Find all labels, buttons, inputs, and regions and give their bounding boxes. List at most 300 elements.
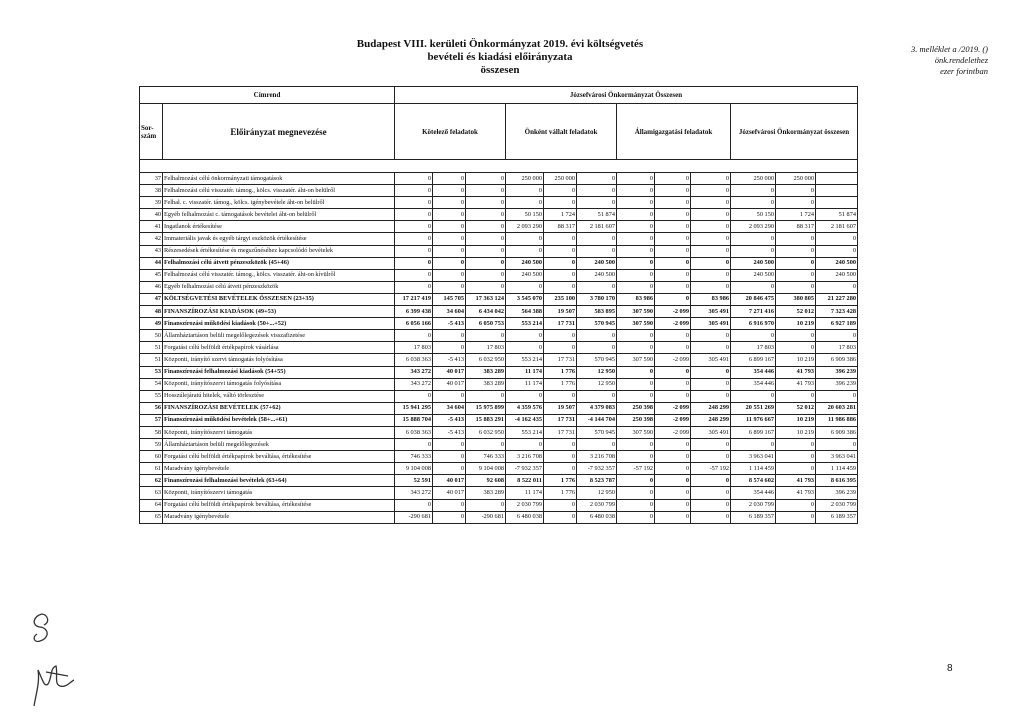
value-cell: 396 239 [816, 366, 858, 378]
value-cell: 6 480 038 [506, 511, 544, 523]
value-cell: 746 333 [395, 451, 433, 463]
value-cell: 17 731 [544, 414, 577, 426]
row-label: FINANSZÍROZÁSI BEVÉTELEK (57+62) [163, 402, 395, 414]
value-cell: -5 413 [433, 426, 466, 438]
value-cell: 0 [816, 390, 858, 402]
value-cell: 0 [655, 342, 691, 354]
value-cell: 0 [691, 269, 731, 281]
value-cell: 0 [691, 221, 731, 233]
value-cell: 88 317 [544, 221, 577, 233]
value-cell: 0 [577, 330, 617, 342]
value-cell: 0 [506, 185, 544, 197]
value-cell: 354 446 [731, 366, 776, 378]
value-cell: 250 398 [617, 402, 655, 414]
row-label: Finanszírozási felhalmozási bevételek (63+64) [163, 475, 395, 487]
value-cell: 40 017 [433, 366, 466, 378]
value-cell: 0 [544, 439, 577, 451]
value-cell: 41 793 [776, 378, 816, 390]
value-cell: 0 [816, 245, 858, 257]
value-cell: 396 239 [816, 378, 858, 390]
value-cell: -2 099 [655, 414, 691, 426]
value-cell: 0 [466, 499, 506, 511]
value-cell: 0 [691, 342, 731, 354]
value-cell: 15 883 291 [466, 414, 506, 426]
value-cell: 19 507 [544, 402, 577, 414]
value-cell: 0 [691, 281, 731, 293]
page-number: 8 [947, 663, 953, 674]
row-number: 44 [140, 257, 163, 269]
value-cell: 40 017 [433, 475, 466, 487]
value-cell: 0 [395, 499, 433, 511]
row-label: FINANSZÍROZÁSI KIADÁSOK (49+53) [163, 306, 395, 318]
annex-note-line-2: önk.rendelethez [934, 55, 988, 65]
value-cell: 1 776 [544, 366, 577, 378]
row-number: 39 [140, 197, 163, 209]
value-cell: 19 507 [544, 306, 577, 318]
value-cell: 2 093 290 [506, 221, 544, 233]
value-cell: 0 [655, 451, 691, 463]
value-cell: 51 874 [816, 209, 858, 221]
value-cell: 6 032 950 [466, 354, 506, 366]
value-cell: 6 050 753 [466, 318, 506, 330]
initials-mark [28, 612, 56, 646]
value-cell: 0 [544, 257, 577, 269]
value-cell: 0 [617, 499, 655, 511]
value-cell: 0 [731, 439, 776, 451]
row-label: Ingatlanok értékesítése [163, 221, 395, 233]
value-cell: 6 399 438 [395, 306, 433, 318]
value-cell: 0 [617, 281, 655, 293]
table-row [140, 197, 858, 209]
row-number: 63 [140, 487, 163, 499]
table-row [140, 269, 858, 281]
value-cell: 0 [544, 390, 577, 402]
value-cell: 10 219 [776, 354, 816, 366]
value-cell: 240 500 [577, 269, 617, 281]
value-cell: 0 [506, 439, 544, 451]
value-cell: 0 [466, 185, 506, 197]
value-cell: 17 363 124 [466, 293, 506, 305]
value-cell: 7 323 428 [816, 306, 858, 318]
value-cell: 0 [544, 245, 577, 257]
value-cell: 570 945 [577, 318, 617, 330]
value-cell: 17 803 [395, 342, 433, 354]
row-label: Immateriális javak és egyéb tárgyi eszközök értékesítése [163, 233, 395, 245]
value-cell: 0 [655, 221, 691, 233]
table-row [140, 475, 858, 487]
value-cell: 17 731 [544, 426, 577, 438]
value-cell: 0 [395, 197, 433, 209]
value-cell: -5 413 [433, 318, 466, 330]
value-cell: 0 [433, 185, 466, 197]
value-cell: 0 [544, 451, 577, 463]
value-cell: 0 [577, 185, 617, 197]
value-cell: 40 017 [433, 487, 466, 499]
row-label: Forgatási célú belföldi értékpapírok beváltása, értékesítése [163, 499, 395, 511]
value-cell: 0 [617, 221, 655, 233]
value-cell: 307 590 [617, 426, 655, 438]
value-cell: 0 [816, 281, 858, 293]
value-cell: 2 181 607 [577, 221, 617, 233]
value-cell: 0 [776, 245, 816, 257]
value-cell: 307 590 [617, 306, 655, 318]
row-label: Finanszírozási működési kiadások (50+...+52) [163, 318, 395, 330]
value-cell: 0 [433, 245, 466, 257]
value-cell: 250 398 [617, 414, 655, 426]
value-cell: 0 [577, 439, 617, 451]
row-number: 64 [140, 499, 163, 511]
table-row [140, 293, 858, 305]
value-cell: 10 219 [776, 426, 816, 438]
value-cell: 6 038 363 [395, 354, 433, 366]
value-cell: 17 803 [816, 342, 858, 354]
value-cell: 0 [655, 293, 691, 305]
value-cell: 1 776 [544, 378, 577, 390]
value-cell: 0 [816, 439, 858, 451]
row-label: Felhalmozási célú átvett pénzeszközök (45+46) [163, 257, 395, 269]
value-cell: 20 603 281 [816, 402, 858, 414]
row-label: Finanszírozási felhalmozási kiadások (54+55) [163, 366, 395, 378]
header-cimrend: Címrend [140, 87, 395, 104]
row-number: 62 [140, 475, 163, 487]
value-cell: 0 [617, 342, 655, 354]
row-number: 45 [140, 269, 163, 281]
value-cell: 2 030 799 [816, 499, 858, 511]
value-cell: 1 776 [544, 475, 577, 487]
table-row [140, 390, 858, 402]
value-cell: 0 [433, 451, 466, 463]
value-cell: 380 805 [776, 293, 816, 305]
value-cell: 0 [544, 197, 577, 209]
row-number: 55 [140, 390, 163, 402]
value-cell: 240 500 [731, 257, 776, 269]
value-cell: 307 590 [617, 318, 655, 330]
value-cell: 1 776 [544, 487, 577, 499]
value-cell: 0 [617, 173, 655, 185]
value-cell: -4 162 435 [506, 414, 544, 426]
value-cell: 6 909 386 [816, 426, 858, 438]
table-row [140, 366, 858, 378]
value-cell: 0 [395, 269, 433, 281]
value-cell: 0 [691, 439, 731, 451]
value-cell: 12 950 [577, 487, 617, 499]
value-cell: 305 491 [691, 318, 731, 330]
value-cell: 2 030 799 [506, 499, 544, 511]
value-cell: 0 [466, 245, 506, 257]
value-cell: 305 491 [691, 306, 731, 318]
value-cell: 6 899 167 [731, 426, 776, 438]
header-name: Előirányzat megnevezése [163, 104, 395, 160]
value-cell: 0 [544, 281, 577, 293]
value-cell: 0 [506, 233, 544, 245]
value-cell: 0 [544, 511, 577, 523]
value-cell: 0 [506, 390, 544, 402]
value-cell: 0 [395, 173, 433, 185]
value-cell: 34 604 [433, 402, 466, 414]
table-row [140, 426, 858, 438]
row-number: 43 [140, 245, 163, 257]
header-allamigazgatasi: Államigazgatási feladatok [617, 104, 731, 160]
value-cell: 396 239 [816, 487, 858, 499]
value-cell: 12 950 [577, 378, 617, 390]
row-number: 53 [140, 366, 163, 378]
value-cell: 250 000 [776, 173, 816, 185]
value-cell: 15 888 704 [395, 414, 433, 426]
row-number: 51 [140, 354, 163, 366]
value-cell: 41 793 [776, 475, 816, 487]
value-cell: 0 [691, 233, 731, 245]
value-cell: 570 945 [577, 426, 617, 438]
value-cell: 0 [395, 439, 433, 451]
row-label: Központi, irányítószervi támogatás [163, 426, 395, 438]
value-cell: 0 [655, 197, 691, 209]
value-cell: 6 056 166 [395, 318, 433, 330]
row-number: 37 [140, 173, 163, 185]
value-cell: 343 272 [395, 487, 433, 499]
value-cell: 0 [655, 269, 691, 281]
value-cell: 11 174 [506, 487, 544, 499]
header-onkent: Önként vállalt feladatok [506, 104, 617, 160]
value-cell: 0 [776, 233, 816, 245]
value-cell: 8 522 011 [506, 475, 544, 487]
table-row [140, 281, 858, 293]
value-cell: 17 731 [544, 318, 577, 330]
value-cell: 6 189 357 [816, 511, 858, 523]
value-cell: 0 [466, 209, 506, 221]
value-cell: -7 932 357 [506, 463, 544, 475]
value-cell: 0 [776, 511, 816, 523]
value-cell: 0 [731, 233, 776, 245]
value-cell: 15 941 295 [395, 402, 433, 414]
value-cell: 0 [395, 245, 433, 257]
value-cell: 0 [577, 281, 617, 293]
value-cell: 0 [395, 233, 433, 245]
value-cell: 0 [577, 342, 617, 354]
row-label: Forgatási célú belföldi értékpapírok vásárlása [163, 342, 395, 354]
value-cell: 0 [691, 451, 731, 463]
value-cell: -57 192 [617, 463, 655, 475]
value-cell: 564 388 [506, 306, 544, 318]
value-cell: 0 [655, 281, 691, 293]
table-row [140, 414, 858, 426]
value-cell: 0 [617, 233, 655, 245]
value-cell: -2 099 [655, 306, 691, 318]
value-cell: 0 [433, 511, 466, 523]
value-cell: 52 591 [395, 475, 433, 487]
value-cell: 0 [691, 499, 731, 511]
value-cell: 305 491 [691, 354, 731, 366]
value-cell: 250 000 [506, 173, 544, 185]
value-cell: 6 916 970 [731, 318, 776, 330]
value-cell: 0 [655, 233, 691, 245]
value-cell: -2 099 [655, 354, 691, 366]
table-row [140, 173, 858, 185]
row-label: Maradvány igénybevétele [163, 463, 395, 475]
value-cell: -2 099 [655, 402, 691, 414]
value-cell: 0 [731, 390, 776, 402]
row-number: 47 [140, 293, 163, 305]
value-cell: 0 [776, 330, 816, 342]
table-row [140, 257, 858, 269]
value-cell: 2 181 607 [816, 221, 858, 233]
value-cell: 553 214 [506, 318, 544, 330]
value-cell: 6 434 042 [466, 306, 506, 318]
row-number: 50 [140, 330, 163, 342]
value-cell: -7 932 357 [577, 463, 617, 475]
value-cell: 0 [433, 257, 466, 269]
value-cell: 0 [466, 233, 506, 245]
value-cell: 0 [691, 173, 731, 185]
row-number: 40 [140, 209, 163, 221]
value-cell: -2 099 [655, 318, 691, 330]
value-cell: 0 [816, 330, 858, 342]
value-cell: 0 [691, 378, 731, 390]
value-cell: 383 289 [466, 366, 506, 378]
value-cell: 383 289 [466, 378, 506, 390]
value-cell: 0 [655, 463, 691, 475]
value-cell: 0 [617, 475, 655, 487]
value-cell: 0 [617, 269, 655, 281]
value-cell: 1 724 [544, 209, 577, 221]
value-cell: 20 846 475 [731, 293, 776, 305]
header-spacer [140, 160, 858, 173]
row-label: Maradvány igénybevétele [163, 511, 395, 523]
value-cell: 8 574 602 [731, 475, 776, 487]
value-cell: 0 [577, 233, 617, 245]
value-cell: 2 030 799 [731, 499, 776, 511]
annex-note-line-1: 3. melléklet a /2019. () [911, 44, 988, 54]
value-cell: -57 192 [691, 463, 731, 475]
value-cell: 6 189 357 [731, 511, 776, 523]
value-cell: 0 [776, 257, 816, 269]
value-cell: 0 [506, 342, 544, 354]
value-cell: 0 [466, 197, 506, 209]
value-cell: 6 038 363 [395, 426, 433, 438]
value-cell: 50 150 [506, 209, 544, 221]
value-cell: 17 803 [466, 342, 506, 354]
table-row [140, 499, 858, 511]
value-cell: 0 [691, 197, 731, 209]
value-cell: 0 [617, 185, 655, 197]
value-cell: 0 [544, 269, 577, 281]
table-row [140, 451, 858, 463]
value-cell: -290 681 [395, 511, 433, 523]
value-cell [816, 173, 858, 185]
row-label: Egyéb felhalmozási célú átvett pénzeszközök [163, 281, 395, 293]
value-cell: 248 299 [691, 402, 731, 414]
row-label: Államháztartáson belüli megelőlegezések [163, 439, 395, 451]
row-label: Felhal. c. visszatér. támog., kölcs. igénybevétele áht-on belülről [163, 197, 395, 209]
value-cell: 4 359 576 [506, 402, 544, 414]
title-line-1: Budapest VIII. kerületi Önkormányzat 2019. évi költségvetés [356, 38, 644, 50]
value-cell: 383 289 [466, 487, 506, 499]
header-kotelezo: Kötelező feladatok [395, 104, 506, 160]
row-label: Államháztartáson belüli megelőlegezések visszafizetése [163, 330, 395, 342]
value-cell: 307 590 [617, 354, 655, 366]
value-cell: 0 [395, 281, 433, 293]
value-cell: 0 [776, 499, 816, 511]
row-number: 42 [140, 233, 163, 245]
value-cell: 0 [691, 366, 731, 378]
value-cell: 248 299 [691, 414, 731, 426]
value-cell: 0 [655, 185, 691, 197]
value-cell: 6 032 950 [466, 426, 506, 438]
value-cell: 0 [776, 390, 816, 402]
value-cell: 4 379 083 [577, 402, 617, 414]
value-cell: 0 [466, 330, 506, 342]
value-cell: 3 216 708 [577, 451, 617, 463]
row-label: Központi, irányítószervi támogatás folyósítása [163, 378, 395, 390]
value-cell: 0 [776, 463, 816, 475]
value-cell: 50 150 [731, 209, 776, 221]
value-cell: -290 681 [466, 511, 506, 523]
row-number: 56 [140, 402, 163, 414]
value-cell: 0 [577, 173, 617, 185]
value-cell: 0 [433, 390, 466, 402]
value-cell: 11 174 [506, 378, 544, 390]
value-cell: 0 [617, 511, 655, 523]
value-cell: 0 [433, 499, 466, 511]
value-cell: 240 500 [506, 257, 544, 269]
row-label: Felhalmozási célú önkormányzati támogatások [163, 173, 395, 185]
row-label: Felhalmozási célú visszatér. támog., kölcs. visszatér. áht-on belülről [163, 185, 395, 197]
table-row [140, 209, 858, 221]
value-cell: 3 780 170 [577, 293, 617, 305]
value-cell: 0 [466, 269, 506, 281]
value-cell: 0 [433, 173, 466, 185]
value-cell: 0 [776, 185, 816, 197]
value-cell: 746 333 [466, 451, 506, 463]
value-cell: 583 895 [577, 306, 617, 318]
value-cell: 17 731 [544, 354, 577, 366]
value-cell: 6 480 038 [577, 511, 617, 523]
header-group: Józsefvárosi Önkormányzat Összesen [395, 87, 858, 104]
value-cell: 11 986 886 [816, 414, 858, 426]
table-row [140, 245, 858, 257]
value-cell: 250 000 [544, 173, 577, 185]
value-cell: 0 [691, 511, 731, 523]
value-cell: 0 [466, 439, 506, 451]
value-cell: 52 012 [776, 306, 816, 318]
value-cell: 0 [691, 330, 731, 342]
value-cell: 0 [466, 257, 506, 269]
value-cell: 240 500 [731, 269, 776, 281]
value-cell: 0 [395, 185, 433, 197]
value-cell [816, 197, 858, 209]
row-number: 60 [140, 451, 163, 463]
row-number: 58 [140, 426, 163, 438]
value-cell: 17 803 [731, 342, 776, 354]
row-number: 57 [140, 414, 163, 426]
value-cell: 41 793 [776, 366, 816, 378]
value-cell: 0 [617, 451, 655, 463]
value-cell: 0 [433, 197, 466, 209]
value-cell: 343 272 [395, 378, 433, 390]
value-cell: 51 874 [577, 209, 617, 221]
value-cell: 0 [617, 439, 655, 451]
value-cell: 8 616 395 [816, 475, 858, 487]
value-cell: 10 219 [776, 414, 816, 426]
value-cell: 6 927 189 [816, 318, 858, 330]
row-label: Központi, irányító szervi támogatás folyósítása [163, 354, 395, 366]
value-cell: 3 545 070 [506, 293, 544, 305]
value-cell: 7 271 416 [731, 306, 776, 318]
row-number: 46 [140, 281, 163, 293]
header-sorszam: Sor- szám [140, 104, 163, 160]
value-cell: 0 [691, 390, 731, 402]
row-number: 65 [140, 511, 163, 523]
value-cell: 6 899 167 [731, 354, 776, 366]
